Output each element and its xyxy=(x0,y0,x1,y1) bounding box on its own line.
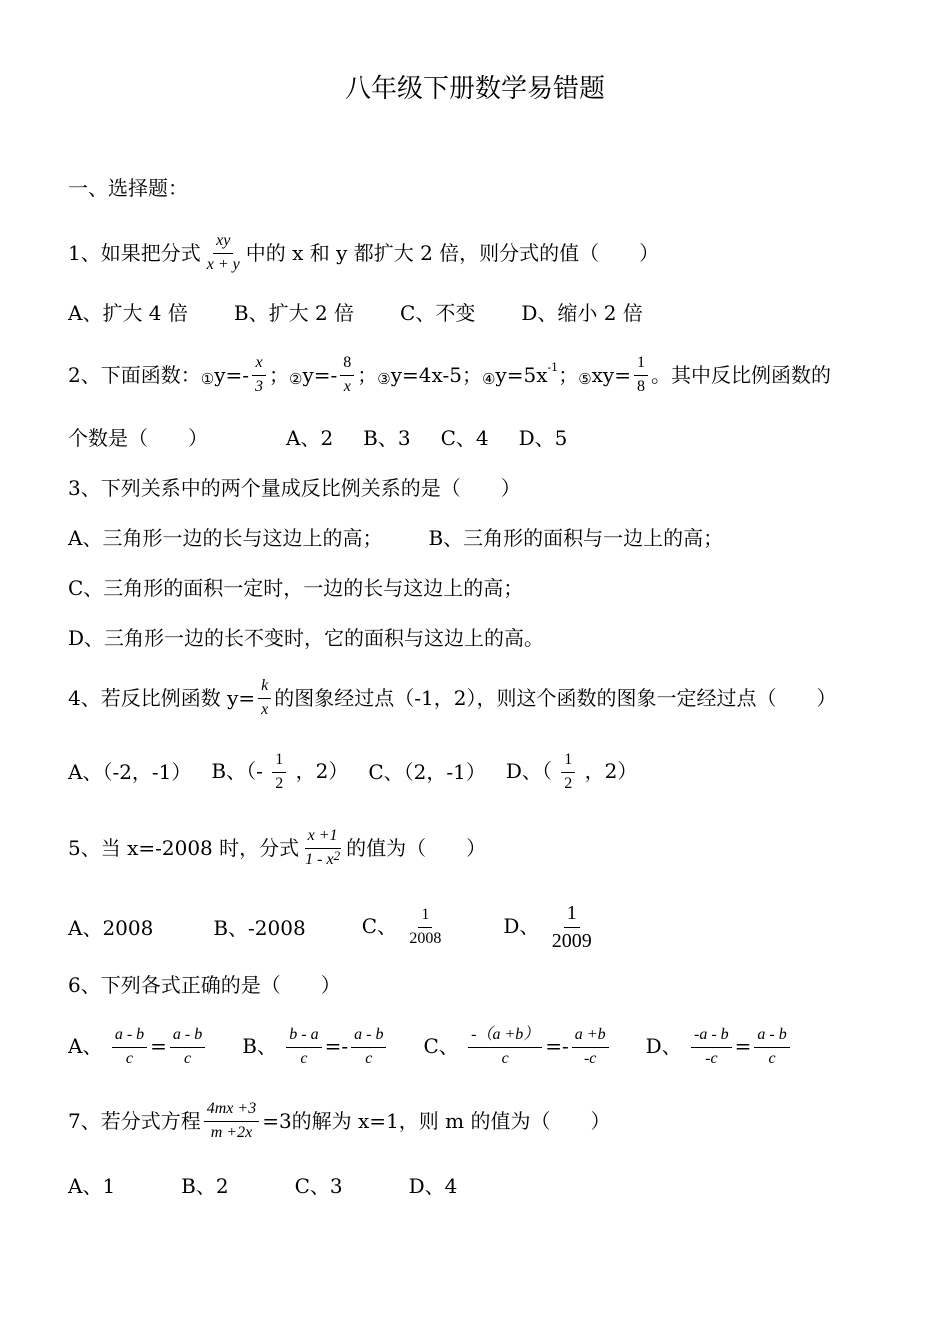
fraction: $\frac{a +b}{-c}$ xyxy=(572,1027,609,1068)
option-d: D、 $\frac{-a - b}{-c}$ = $\frac{a - b}{c}$ xyxy=(646,1027,793,1068)
option-c: C、3 xyxy=(294,1174,343,1198)
option-a: A、（-2，-1） xyxy=(68,760,192,785)
fraction: $\frac{1}{2}$ xyxy=(272,752,286,793)
fraction: $\frac{a - b}{c}$ xyxy=(754,1027,789,1068)
option-a: A、 $\frac{a - b}{c}$ = $\frac{a - b}{c}$ xyxy=(68,1027,208,1068)
option-b: B、3 xyxy=(363,426,411,450)
question-7: 7、若分式方程 $\frac{4mx +3}{m +2x}$ =3 的解为 x=1，则 m 的值为（ ） xyxy=(68,1100,611,1141)
option-b: B、三角形的面积与一边上的高； xyxy=(428,526,724,550)
fraction: $\frac{1}{2}$ xyxy=(561,752,575,793)
question-3: 3、下列关系中的两个量成反比例关系的是（ ） xyxy=(68,476,521,500)
question-5-options xyxy=(68,903,910,952)
section-heading: 一、选择题： xyxy=(68,176,188,200)
fraction: $\frac{k}{x}$ xyxy=(258,678,271,719)
page-title: 八年级下册数学易错题 xyxy=(344,74,605,104)
fraction: $\frac{a - b}{c}$ xyxy=(112,1027,147,1068)
option-d: D、 $\frac{1}{2009}$ xyxy=(503,903,597,952)
option-b: B、扩大 2 倍 xyxy=(233,301,355,325)
fraction: $\frac{4mx +3}{m +2x}$ xyxy=(204,1101,259,1142)
option-d: D、（ $\frac{1}{2}$ ，2） xyxy=(505,751,638,792)
question-2-line-2: 个数是（ ） A、2 B、3 C、4 D、5 xyxy=(68,426,568,450)
option-c: C、（2，-1） xyxy=(368,760,486,785)
option-d: D、缩小 2 倍 xyxy=(521,301,643,325)
fraction: $\frac{a - b}{c}$ xyxy=(170,1027,205,1068)
question-6: 6、下列各式正确的是（ ） xyxy=(68,973,341,997)
option-b: B、（- $\frac{1}{2}$ ，2） xyxy=(211,751,349,792)
question-1-options xyxy=(68,303,910,323)
fraction: $\frac{xy}{x + y}$ xyxy=(206,232,240,273)
option-c: C、不变 xyxy=(400,301,476,325)
option-b: B、 $\frac{b - a}{c}$ =- $\frac{a - b}{c}$ xyxy=(242,1027,389,1068)
question-3-options-ab xyxy=(68,528,910,548)
option-a: A、2 xyxy=(286,426,334,450)
option-a: A、1 xyxy=(68,1174,116,1198)
fraction: $\frac{-(a +b)}{c}$ xyxy=(468,1027,542,1068)
option-c: C、4 xyxy=(440,426,489,450)
question-3-option-d: D、三角形一边的长不变时，它的面积与这边上的高。 xyxy=(68,626,545,650)
fraction: $\frac{-a - b}{-c}$ xyxy=(691,1027,732,1068)
fraction: $\frac{b - a}{c}$ xyxy=(286,1027,321,1068)
question-5: 5、当 x=-2008 时，分式 $\frac{x +1}{1 - x^2}$ 的值为（ ） xyxy=(68,827,487,868)
option-d: D、5 xyxy=(518,426,568,450)
question-7-options xyxy=(68,1176,910,1196)
fraction: $\frac{x}{3}$ xyxy=(252,355,266,396)
question-4-options xyxy=(68,752,910,793)
option-a: A、三角形一边的长与这边上的高； xyxy=(68,526,383,550)
fraction: $\frac{x +1}{1 - x^2}$ xyxy=(305,827,341,868)
option-c: C、 $\frac{-(a +b)}{c}$ =- $\frac{a +b}{-c}$ xyxy=(423,1027,611,1068)
question-4: 4、若反比例函数 y= $\frac{k}{x}$ 的图象经过点（-1，2），则这个函数的图象一定经过点（ ） xyxy=(68,677,837,718)
fraction: $\frac{a - b}{c}$ xyxy=(351,1027,386,1068)
fraction: $\frac{1}{8}$ xyxy=(634,355,648,396)
question-2: 2、下面函数： ① y=- $\frac{x}{3}$ ； ② y=- $\frac{8}{x}$ ； ③ y=4x-5； ④ y=5x -1 ； ⑤ xy= $\frac{1}{8}$ 。其中反比例函数的 xyxy=(68,354,831,395)
question-1: 1、如果把分式 $\frac{xy}{x + y}$ 中的 x 和 y 都扩大 2 倍，则分式的值（ ） xyxy=(68,232,660,273)
option-b: B、2 xyxy=(181,1174,229,1198)
option-a: A、2008 xyxy=(68,915,154,940)
fraction: $\frac{1}{2008}$ xyxy=(409,906,442,947)
option-d: D、4 xyxy=(408,1174,458,1198)
fraction: $\frac{8}{x}$ xyxy=(340,355,354,396)
option-b: B、-2008 xyxy=(213,915,306,940)
fraction: $\frac{1}{2009}$ xyxy=(551,902,592,952)
option-c: C、 $\frac{1}{2008}$ xyxy=(362,907,448,948)
question-6-options xyxy=(68,1027,910,1068)
question-3-option-c: C、三角形的面积一定时，一边的长与这边上的高； xyxy=(68,576,524,600)
option-a: A、扩大 4 倍 xyxy=(68,301,188,325)
